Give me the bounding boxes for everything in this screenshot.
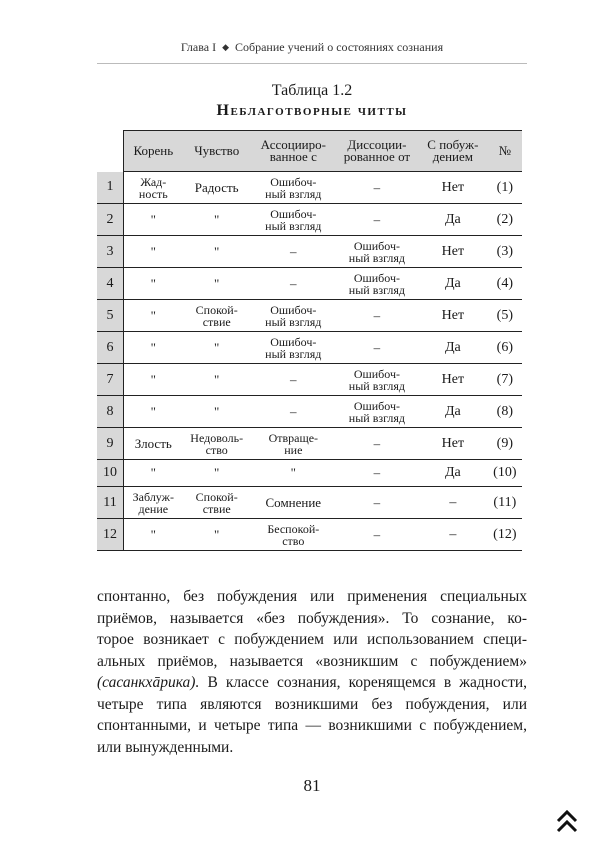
table-row (97, 204, 522, 236)
text-line: торое возникает с побуждением или использованием специ- (97, 631, 527, 648)
cell-text: " (150, 243, 156, 259)
cell-text: – (373, 465, 381, 480)
row-number: 3 (97, 236, 123, 268)
cell-text: ный взгляд (348, 378, 406, 393)
cell-text: " (150, 403, 156, 419)
cell-text: ный взгляд (348, 410, 406, 425)
cell-text: " (214, 275, 220, 291)
cell-number: (10) (488, 460, 522, 487)
table-row (97, 364, 522, 396)
cell-text: – (373, 339, 381, 355)
cell-text: " (150, 371, 156, 387)
cell-associated (251, 487, 336, 519)
cell-text: ный взгляд (265, 218, 322, 233)
column-header (251, 131, 336, 172)
header-text: С побуж- (427, 137, 479, 152)
cell-text: Злость (134, 435, 172, 451)
table-row (97, 519, 522, 551)
cell-associated (251, 236, 336, 268)
table-row (97, 268, 522, 300)
cell-text: Ошибоч- (353, 238, 400, 253)
cell-number: (7) (488, 364, 522, 396)
cell-prompted: Нет (418, 300, 488, 332)
cell-associated (251, 332, 336, 364)
cell-prompted: Нет (418, 364, 488, 396)
cell-dissociated (336, 460, 418, 487)
header-text: Чувство (194, 143, 240, 158)
cell-feeling (183, 236, 251, 268)
running-head (97, 40, 527, 55)
cell-root (123, 204, 182, 236)
table-row (97, 487, 522, 519)
cell-text: дение (138, 501, 169, 516)
cell-text: – (373, 307, 381, 323)
page-number: 81 (303, 776, 321, 795)
cell-text: ный взгляд (265, 186, 322, 201)
cell-feeling (183, 428, 251, 460)
table-row (97, 460, 522, 487)
text-line: приёмов, называется «без побуждения». То сознание, ко- (97, 609, 527, 627)
cell-number: (2) (488, 204, 522, 236)
cell-text: Сомнение (265, 494, 322, 510)
header-rule (97, 63, 527, 64)
row-number: 4 (97, 268, 123, 300)
text-line: спонтанными, и четыре типа — возникшими с побуждением, (97, 717, 527, 734)
cell-number: (8) (488, 396, 522, 428)
cell-text: ство (282, 533, 305, 548)
table-row (97, 396, 522, 428)
cell-root (123, 172, 182, 204)
cell-associated (251, 172, 336, 204)
cell-number: (3) (488, 236, 522, 268)
cell-number: (4) (488, 268, 522, 300)
cell-associated (251, 300, 336, 332)
column-header (418, 131, 488, 172)
cell-root (123, 396, 182, 428)
row-number: 1 (97, 172, 123, 204)
cell-text: ствие (202, 314, 231, 329)
cell-text: Заблуж- (132, 489, 174, 504)
header-text: Корень (133, 143, 174, 158)
chapter-label: Глава I (180, 40, 217, 54)
cell-text: Ошибоч- (353, 270, 400, 285)
table-row (97, 172, 522, 204)
cell-associated (251, 204, 336, 236)
cell-number: (6) (488, 332, 522, 364)
cell-feeling (183, 519, 251, 551)
cell-prompted: Нет (418, 428, 488, 460)
cell-root (123, 364, 182, 396)
column-header (183, 131, 251, 172)
cell-text: ный взгляд (265, 346, 322, 361)
cell-prompted: Да (418, 396, 488, 428)
row-number: 7 (97, 364, 123, 396)
cell-text: – (290, 275, 297, 291)
header-text: рованное от (343, 149, 411, 164)
cell-text: ный взгляд (348, 282, 406, 297)
cell-text: " (214, 371, 220, 387)
cell-text: Радость (194, 179, 239, 195)
body-paragraph (97, 586, 527, 758)
cell-text: Ошибоч- (270, 206, 317, 221)
cell-text: Ошибоч- (353, 366, 400, 381)
cell-feeling (183, 487, 251, 519)
row-number: 11 (97, 487, 123, 519)
header-text: Диссоции- (347, 137, 407, 152)
cell-root (123, 268, 182, 300)
diamond-separator: ◆ (222, 42, 229, 52)
table-title: Неблаготворные читты (216, 102, 408, 119)
cell-text: Недоволь- (190, 430, 244, 445)
cell-dissociated (336, 300, 418, 332)
cell-root (123, 428, 182, 460)
table-row (97, 300, 522, 332)
cell-text: Жад- (140, 174, 167, 189)
cell-text: " (150, 339, 156, 355)
cell-feeling (183, 460, 251, 487)
cell-text: " (290, 465, 296, 480)
cell-dissociated (336, 396, 418, 428)
double-chevron-up-icon[interactable] (555, 808, 579, 834)
row-number: 6 (97, 332, 123, 364)
cell-text: " (150, 211, 156, 227)
cell-text: Ошибоч- (270, 302, 317, 317)
cell-root (123, 332, 182, 364)
unwholesome-cittas-table (97, 130, 522, 551)
cell-prompted: – (418, 487, 488, 519)
cell-feeling (183, 268, 251, 300)
cell-text: " (214, 403, 220, 419)
cell-prompted: Да (418, 460, 488, 487)
cell-prompted: Нет (418, 172, 488, 204)
cell-text: Ошибоч- (270, 334, 317, 349)
text-fragment: В классе сознания, коренящемся в жадности, (207, 674, 528, 691)
cell-root (123, 519, 182, 551)
header-text: ванное с (269, 149, 317, 164)
cell-root (123, 236, 182, 268)
cell-number: (5) (488, 300, 522, 332)
cell-text: ние (284, 442, 303, 457)
cell-text: ство (205, 442, 228, 457)
cell-number: (11) (488, 487, 522, 519)
row-number: 8 (97, 396, 123, 428)
cell-text: " (150, 307, 156, 323)
cell-associated (251, 460, 336, 487)
cell-dissociated (336, 332, 418, 364)
cell-dissociated (336, 204, 418, 236)
cell-text: ность (138, 186, 168, 201)
cell-text: Отвраще- (268, 430, 319, 445)
cell-dissociated (336, 236, 418, 268)
cell-text: " (150, 465, 156, 480)
cell-text: Ошибоч- (270, 174, 317, 189)
table-row (97, 428, 522, 460)
cell-associated (251, 519, 336, 551)
cell-prompted: Да (418, 204, 488, 236)
cell-text: ствие (202, 501, 231, 516)
cell-feeling (183, 396, 251, 428)
cell-text: – (290, 371, 297, 387)
cell-dissociated (336, 364, 418, 396)
header-text: Ассоцииро- (260, 137, 326, 152)
cell-dissociated (336, 428, 418, 460)
cell-feeling (183, 332, 251, 364)
row-number: 12 (97, 519, 123, 551)
chapter-title: Собрание учений о состояниях сознания (235, 40, 444, 54)
row-number: 10 (97, 460, 123, 487)
cell-text: – (373, 526, 381, 542)
cell-prompted: Нет (418, 236, 488, 268)
text-line: или вынужденными. (97, 738, 234, 756)
pali-term: (сасанкхāрика). (97, 674, 200, 691)
row-number: 2 (97, 204, 123, 236)
cell-prompted: – (418, 519, 488, 551)
cell-text: " (214, 243, 220, 259)
cell-text: ный взгляд (348, 250, 406, 265)
cell-text: – (290, 243, 297, 259)
cell-associated (251, 428, 336, 460)
cell-dissociated (336, 519, 418, 551)
cell-root (123, 300, 182, 332)
table-row (97, 236, 522, 268)
cell-text: – (373, 494, 381, 510)
cell-text: " (214, 465, 220, 480)
header-text: дением (432, 149, 473, 164)
text-line: четыре типа являются возникшими без побуждения, или (97, 695, 527, 713)
text-line (97, 672, 527, 694)
cell-dissociated (336, 487, 418, 519)
cell-associated (251, 364, 336, 396)
cell-text: Ошибоч- (353, 398, 400, 413)
cell-text: ный взгляд (265, 314, 322, 329)
text-line: альных приёмов, называется «возникшим с побуждением» (97, 652, 527, 670)
header-blank (97, 131, 123, 172)
header-text: № (498, 143, 512, 158)
cell-number: (12) (488, 519, 522, 551)
cell-dissociated (336, 172, 418, 204)
cell-text: – (373, 211, 381, 227)
cell-prompted: Да (418, 268, 488, 300)
cell-root (123, 460, 182, 487)
cell-text: – (373, 435, 381, 451)
cell-root (123, 487, 182, 519)
cell-text: Спокой- (195, 489, 238, 504)
cell-associated (251, 396, 336, 428)
cell-associated (251, 268, 336, 300)
cell-text: Беспокой- (267, 521, 320, 536)
cell-text: " (214, 526, 220, 542)
text-line: спонтанно, без побуждения или применения специальных (97, 588, 527, 605)
cell-number: (1) (488, 172, 522, 204)
column-header (123, 131, 182, 172)
row-number: 5 (97, 300, 123, 332)
cell-dissociated (336, 268, 418, 300)
cell-text: – (290, 403, 297, 419)
cell-text: – (373, 179, 381, 195)
table-caption: Таблица 1.2 (271, 82, 353, 99)
row-number: 9 (97, 428, 123, 460)
cell-feeling (183, 300, 251, 332)
table-row (97, 332, 522, 364)
cell-text: Спокой- (195, 302, 238, 317)
cell-text: " (214, 339, 220, 355)
cell-number: (9) (488, 428, 522, 460)
cell-feeling (183, 364, 251, 396)
column-header (336, 131, 418, 172)
cell-feeling (183, 172, 251, 204)
cell-text: " (150, 275, 156, 291)
cell-text: " (214, 211, 220, 227)
cell-text: " (150, 526, 156, 542)
cell-prompted: Да (418, 332, 488, 364)
cell-feeling (183, 204, 251, 236)
column-header (488, 131, 522, 172)
